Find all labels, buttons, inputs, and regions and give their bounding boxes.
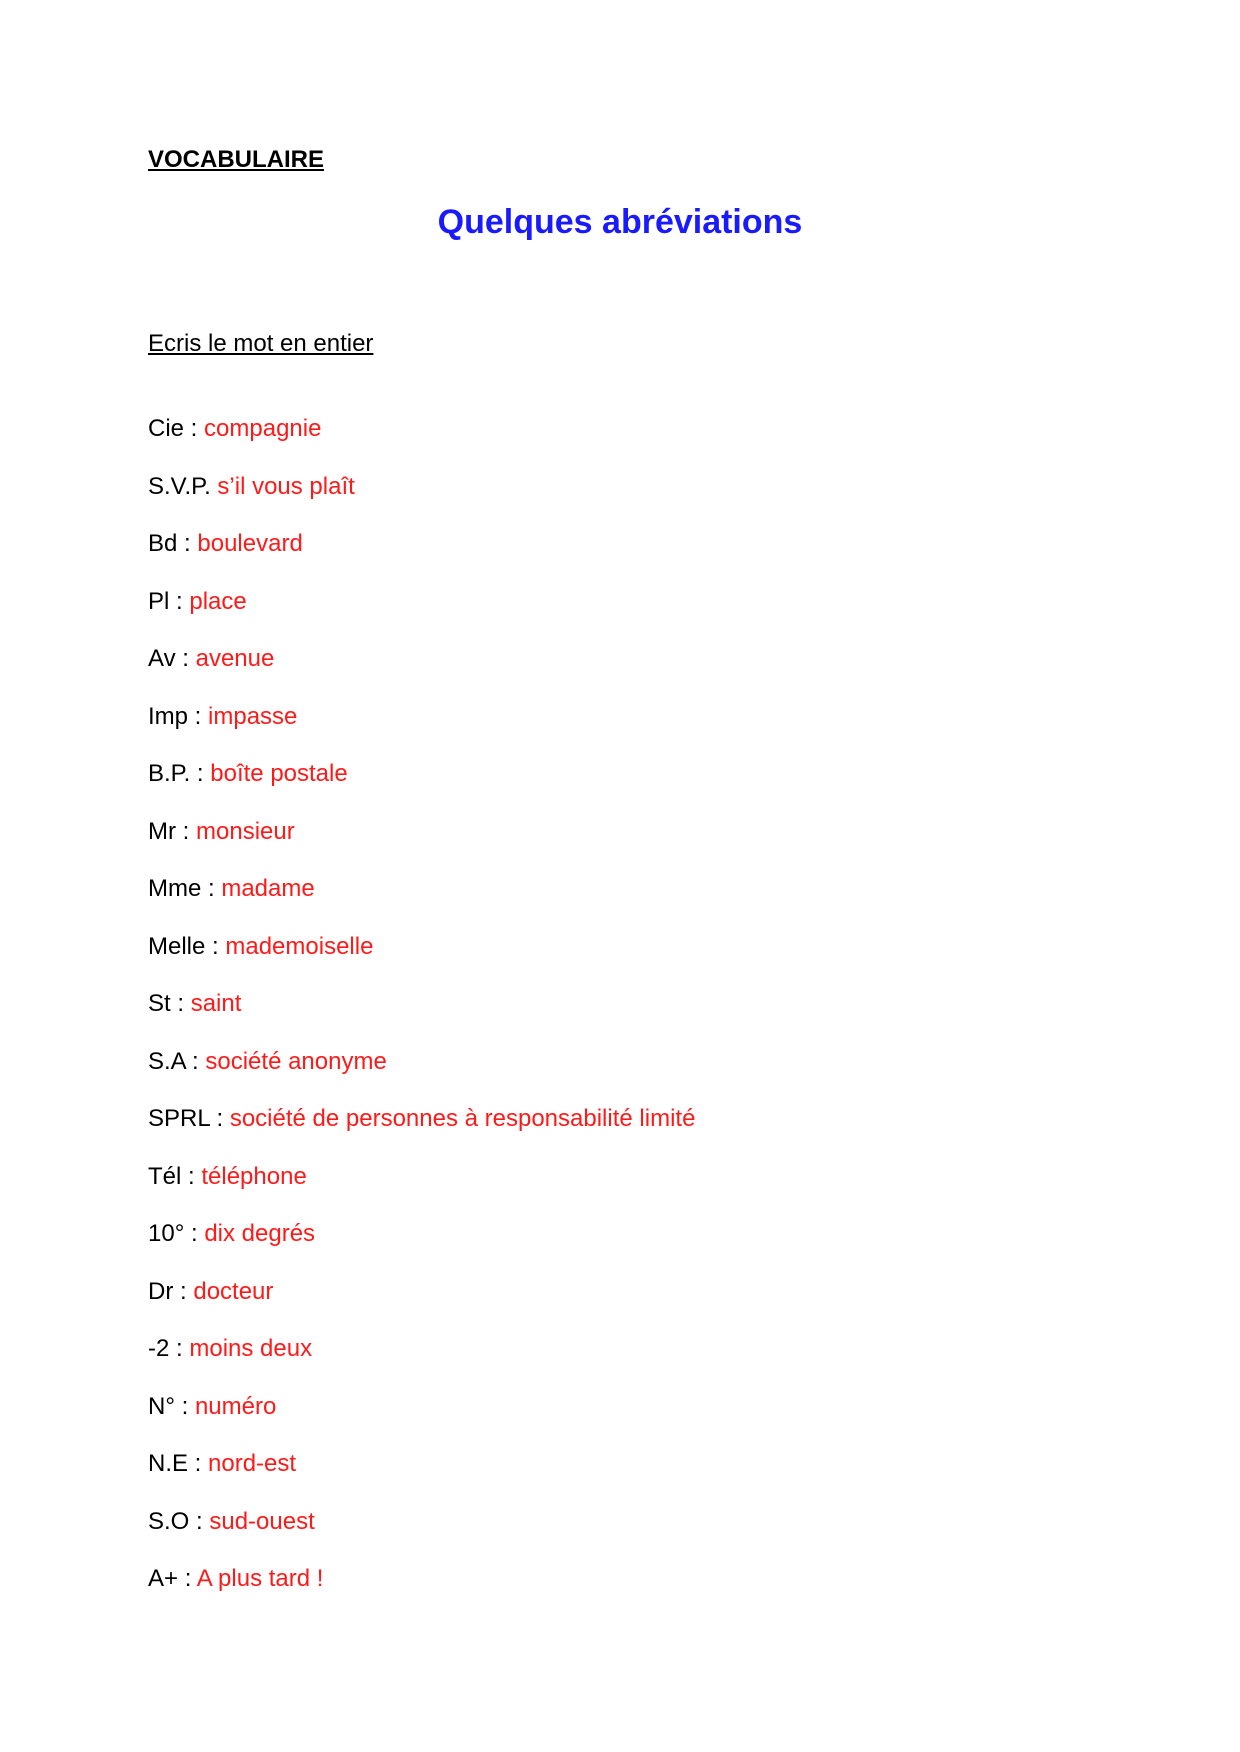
- abbreviation: Cie :: [148, 415, 198, 442]
- full-word-answer: moins deux: [189, 1335, 313, 1362]
- full-word-answer: téléphone: [201, 1162, 307, 1190]
- abbreviation: Bd :: [148, 530, 191, 557]
- abbreviation: SPRL :: [148, 1105, 224, 1132]
- full-word-answer: place: [189, 587, 247, 615]
- full-word-answer: nord-est: [208, 1450, 297, 1477]
- exercise-instruction: Ecris le mot en entier: [148, 330, 374, 357]
- full-word-answer: boulevard: [197, 530, 303, 557]
- full-word-answer: société anonyme: [205, 1047, 387, 1075]
- abbreviation-item: [148, 1449, 695, 1507]
- abbreviation: -2 :: [148, 1335, 183, 1362]
- abbreviation-item: [148, 759, 695, 817]
- abbreviation: St :: [148, 990, 185, 1017]
- abbreviation-item: [148, 932, 695, 990]
- abbreviation-item: [148, 817, 695, 875]
- abbreviation: Imp :: [148, 702, 202, 730]
- full-word-answer: mademoiselle: [225, 932, 374, 960]
- abbreviation-item: [148, 644, 695, 702]
- abbreviation-item: [148, 1277, 695, 1335]
- abbreviation-item: [148, 702, 695, 760]
- full-word-answer: saint: [190, 990, 242, 1017]
- abbreviation: Tél :: [148, 1162, 195, 1190]
- full-word-answer: numéro: [194, 1392, 277, 1420]
- abbreviation: Mr :: [148, 817, 190, 845]
- full-word-answer: s’il vous plaît: [217, 472, 355, 500]
- abbreviation: S.O :: [148, 1507, 203, 1535]
- abbreviation-item: [148, 1219, 695, 1277]
- abbreviation: S.V.P.: [148, 472, 211, 500]
- abbreviation: A+ :: [148, 1565, 192, 1592]
- abbreviation-item: [148, 874, 695, 932]
- full-word-answer: avenue: [195, 645, 275, 672]
- abbreviation: Av :: [148, 645, 189, 672]
- abbreviation: Dr :: [148, 1277, 187, 1305]
- abbreviation-item: [148, 1104, 695, 1162]
- abbreviation: B.P. :: [148, 760, 204, 787]
- abbreviation-item: [148, 1564, 695, 1622]
- section-label: VOCABULAIRE: [148, 146, 325, 173]
- abbreviation-item: [148, 414, 695, 472]
- abbreviation: S.A :: [148, 1047, 199, 1075]
- full-word-answer: impasse: [208, 702, 298, 730]
- full-word-answer: monsieur: [196, 817, 295, 845]
- abbreviation-item: [148, 587, 695, 645]
- full-word-answer: dix degrés: [204, 1220, 316, 1247]
- abbreviation-list: [148, 414, 695, 1622]
- full-word-answer: docteur: [193, 1277, 274, 1305]
- full-word-answer: boîte postale: [210, 760, 348, 787]
- abbreviation-item: [148, 1047, 695, 1105]
- page-title: [0, 201, 1240, 243]
- abbreviation: N° :: [148, 1392, 189, 1420]
- abbreviation: Mme :: [148, 875, 215, 902]
- abbreviation: 10° :: [148, 1220, 198, 1247]
- abbreviation-item: [148, 472, 695, 530]
- full-word-answer: sud-ouest: [209, 1507, 315, 1535]
- abbreviation: N.E :: [148, 1450, 202, 1477]
- full-word-answer: compagnie: [204, 415, 322, 442]
- full-word-answer: société de personnes à responsabilité limité: [229, 1105, 696, 1132]
- abbreviation-item: [148, 529, 695, 587]
- abbreviation: Melle :: [148, 932, 219, 960]
- abbreviation-item: [148, 989, 695, 1047]
- abbreviation-item: [148, 1162, 695, 1220]
- page-title-text: Quelques abréviations: [437, 203, 803, 241]
- abbreviation-item: [148, 1392, 695, 1450]
- full-word-answer: A plus tard !: [196, 1565, 324, 1592]
- abbreviation-item: [148, 1334, 695, 1392]
- full-word-answer: madame: [221, 875, 315, 902]
- abbreviation: Pl :: [148, 587, 183, 615]
- abbreviation-item: [148, 1507, 695, 1565]
